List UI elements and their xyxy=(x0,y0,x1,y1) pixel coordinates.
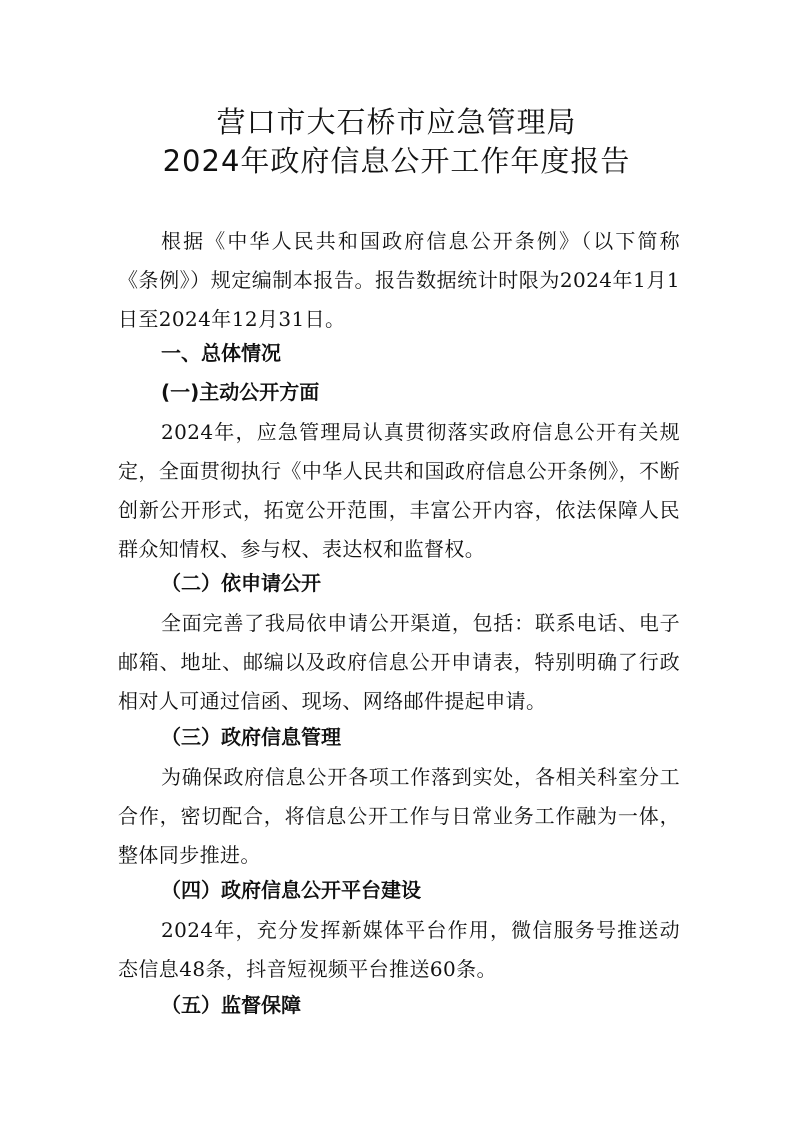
sub1-heading: (一)主动公开方面 xyxy=(161,380,320,404)
sub3-paragraph: 为确保政府信息公开各项工作落到实处，各相关科室分工合作，密切配合，将信息公开工作与日常业务工作融为一体，整体同步推进。 xyxy=(118,765,680,867)
sub1-paragraph: 2024年，应急管理局认真贯彻落实政府信息公开有关规定，全面贯彻执行《中华人民共和国政府信息公开条例》，不断创新公开形式，拓宽公开范围，丰富公开内容，依法保障人民群众知情权、参与权、表达权和监督权。 xyxy=(118,420,680,561)
section1-heading: 一、总体情况 xyxy=(161,341,281,365)
sub2-paragraph: 全面完善了我局依申请公开渠道，包括：联系电话、电子邮箱、地址、邮编以及政府信息公开申请表，特别明确了行政相对人可通过信函、现场、网络邮件提起申请。 xyxy=(118,611,680,713)
document-title-line2: 2024年政府信息公开工作年度报告 xyxy=(162,144,631,178)
sub4-paragraph: 2024年，充分发挥新媒体平台作用，微信服务号推送动态信息48条，抖音短视频平台推送60条。 xyxy=(118,918,680,981)
sub5-heading: （五）监督保障 xyxy=(161,993,301,1017)
sub4-heading: （四）政府信息公开平台建设 xyxy=(161,878,421,902)
sub2-heading: （二）依申请公开 xyxy=(161,571,321,595)
sub3-heading: （三）政府信息管理 xyxy=(161,725,341,749)
intro-paragraph: 根据《中华人民共和国政府信息公开条例》（以下简称《条例》）规定编制本报告。报告数据统计时限为2024年1月1日至2024年12月31日。 xyxy=(118,229,680,331)
document-title-line1: 营口市大石桥市应急管理局 xyxy=(216,105,577,139)
